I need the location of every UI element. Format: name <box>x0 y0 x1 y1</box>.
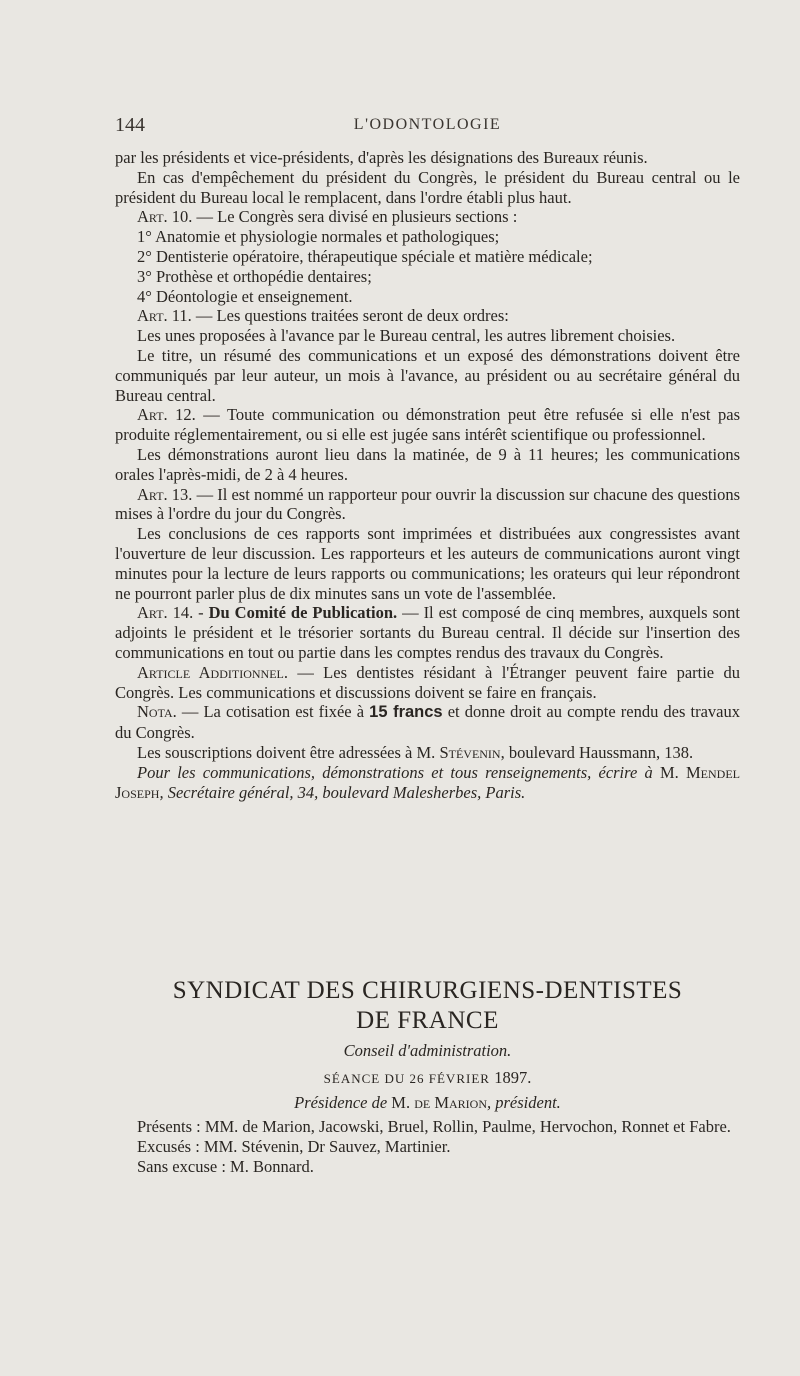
fee-amount: 15 francs <box>369 703 443 722</box>
paragraph: Les démonstrations auront lieu dans la matinée, de 9 à 11 heures; les communications orales l'après-midi, de 2 à 4 heures. <box>115 444 740 484</box>
article-text: — Le Congrès sera divisé en plusieurs sections : <box>192 207 518 227</box>
presidence-title: M. <box>391 1093 415 1112</box>
presidence-role: , président. <box>487 1093 561 1112</box>
session-label: SÉANCE DU 26 FÉVRIER <box>323 1071 490 1086</box>
article-text: — Les dentistes résidant à l'Étranger peuvent faire partie du Congrès. Les communications et discussions doivent se faire en français. <box>115 662 740 702</box>
paragraph: Le titre, un résumé des communications et un exposé des démonstrations doivent être communiqués par leur auteur, un mois à l'avance, au président ou au secrétaire général du Bureau central. <box>115 345 740 405</box>
article-additionnel <box>115 663 740 703</box>
paragraph: Les unes proposées à l'avance par le Bureau central, les autres librement choisies. <box>137 326 676 346</box>
article-dash: - <box>193 603 209 623</box>
nota-text: — La cotisation est fixée à <box>176 702 370 722</box>
person-name: Mendel Joseph <box>115 762 741 802</box>
running-head: L'ODONTOLOGIE <box>353 116 502 133</box>
article-text: — Les questions traitées seront de deux ordres: <box>191 306 509 326</box>
page-header <box>115 114 740 138</box>
list-item: 2° Dentisterie opératoire, thérapeutique spéciale et matière médicale; <box>137 246 593 266</box>
article-text: — Toute communication ou démonstration peut être refusée si elle n'est pas produite réglementairement, ou si elle est jugée sans intérêt scientifique ou professionnel. <box>115 405 740 445</box>
article-label: Art. 14. <box>137 603 194 623</box>
nota <box>115 702 740 743</box>
subscriptions-text: Les souscriptions doivent être adressées à M. <box>137 742 440 762</box>
page-number: 144 <box>115 114 145 136</box>
article-body <box>115 148 740 802</box>
article-10 <box>115 207 740 227</box>
session-date <box>115 1068 740 1088</box>
contact-title: M. <box>659 762 687 782</box>
article-label: Art. 10. <box>137 207 193 227</box>
article-text: — Il est composé de cinq membres, auxquels sont adjoints le président et le trésorier sortants du Bureau central. Il décide sur l'insertion des communications en tout ou partie dans les comptes rendus des travaux du Congrès. <box>115 603 740 662</box>
person-name: Stévenin <box>439 742 501 762</box>
article-14 <box>115 603 740 662</box>
nota-text: et donne droit au compte rendu des travaux du Congrès. <box>115 702 741 743</box>
list-item: 3° Prothèse et orthopédie dentaires; <box>137 266 372 286</box>
article-12 <box>115 405 740 445</box>
contact-text: , Secrétaire général, 34, boulevard Malesherbes, Paris. <box>159 782 526 802</box>
article-text: — Il est nommé un rapporteur pour ouvrir la discussion sur chacune des questions mises à l'ordre du jour du Congrès. <box>115 484 740 524</box>
subscriptions <box>115 743 740 763</box>
article-label: Art. 12. <box>137 405 196 425</box>
contact-text: Pour les communications, démonstrations et tous renseignements, écrire à <box>137 762 660 782</box>
session-year: 1897. <box>494 1068 532 1087</box>
list-item: 4° Déontologie et enseignement. <box>137 286 353 306</box>
sans-excuse-line: Sans excuse : M. Bonnard. <box>137 1156 314 1176</box>
nota-label: Nota. <box>137 702 177 722</box>
president-name: de Marion <box>414 1093 488 1112</box>
excuses-line: Excusés : MM. Stévenin, Dr Sauvez, Martinier. <box>137 1136 451 1156</box>
section-heading <box>115 976 740 1114</box>
paragraph <box>115 148 740 168</box>
paragraph <box>115 168 740 208</box>
presents-line: Présents : MM. de Marion, Jacowski, Bruel, Rollin, Paulme, Hervochon, Ronnet et Fabre. <box>137 1117 731 1136</box>
section-subtitle: Conseil d'administration. <box>343 1041 512 1060</box>
subscriptions-text: , boulevard Haussmann, 138. <box>500 742 694 762</box>
attendance-list <box>115 1117 740 1176</box>
paragraph-text: En cas d'empêchement du président du Congrès, le président du Bureau central ou le président du Bureau local le remplacent, dans l'ordre établi plus haut. <box>115 167 740 207</box>
article-label: Art. 11. <box>137 306 192 326</box>
section-title-line2: DE FRANCE <box>356 1007 499 1034</box>
article-heading: Du Comité de Publication. <box>208 603 398 623</box>
article-13 <box>115 485 740 525</box>
paragraph: Les conclusions de ces rapports sont imprimées et distribuées aux congressistes avant l'ouverture de leur discussion. Les rapporteurs et les auteurs de communications auront vingt minutes pour la lecture de leurs rapports ou communications; les orateurs qui leur répondront ne pourront parler plus de dix minutes sans un vote de l'assemblée. <box>115 524 740 603</box>
presidence-label: Présidence de <box>294 1093 392 1112</box>
article-label: Art. 13. <box>137 484 193 504</box>
article-11 <box>115 306 740 326</box>
presidence-line <box>115 1092 740 1114</box>
paragraph-text: par les présidents et vice-présidents, d'après les désignations des Bureaux réunis. <box>115 148 648 167</box>
article-label: Article Additionnel. <box>137 662 288 682</box>
section-title-line1: SYNDICAT DES CHIRURGIENS-DENTISTES <box>172 977 683 1004</box>
list-item: 1° Anatomie et physiologie normales et pathologiques; <box>137 227 500 247</box>
contact-paragraph <box>115 763 740 803</box>
